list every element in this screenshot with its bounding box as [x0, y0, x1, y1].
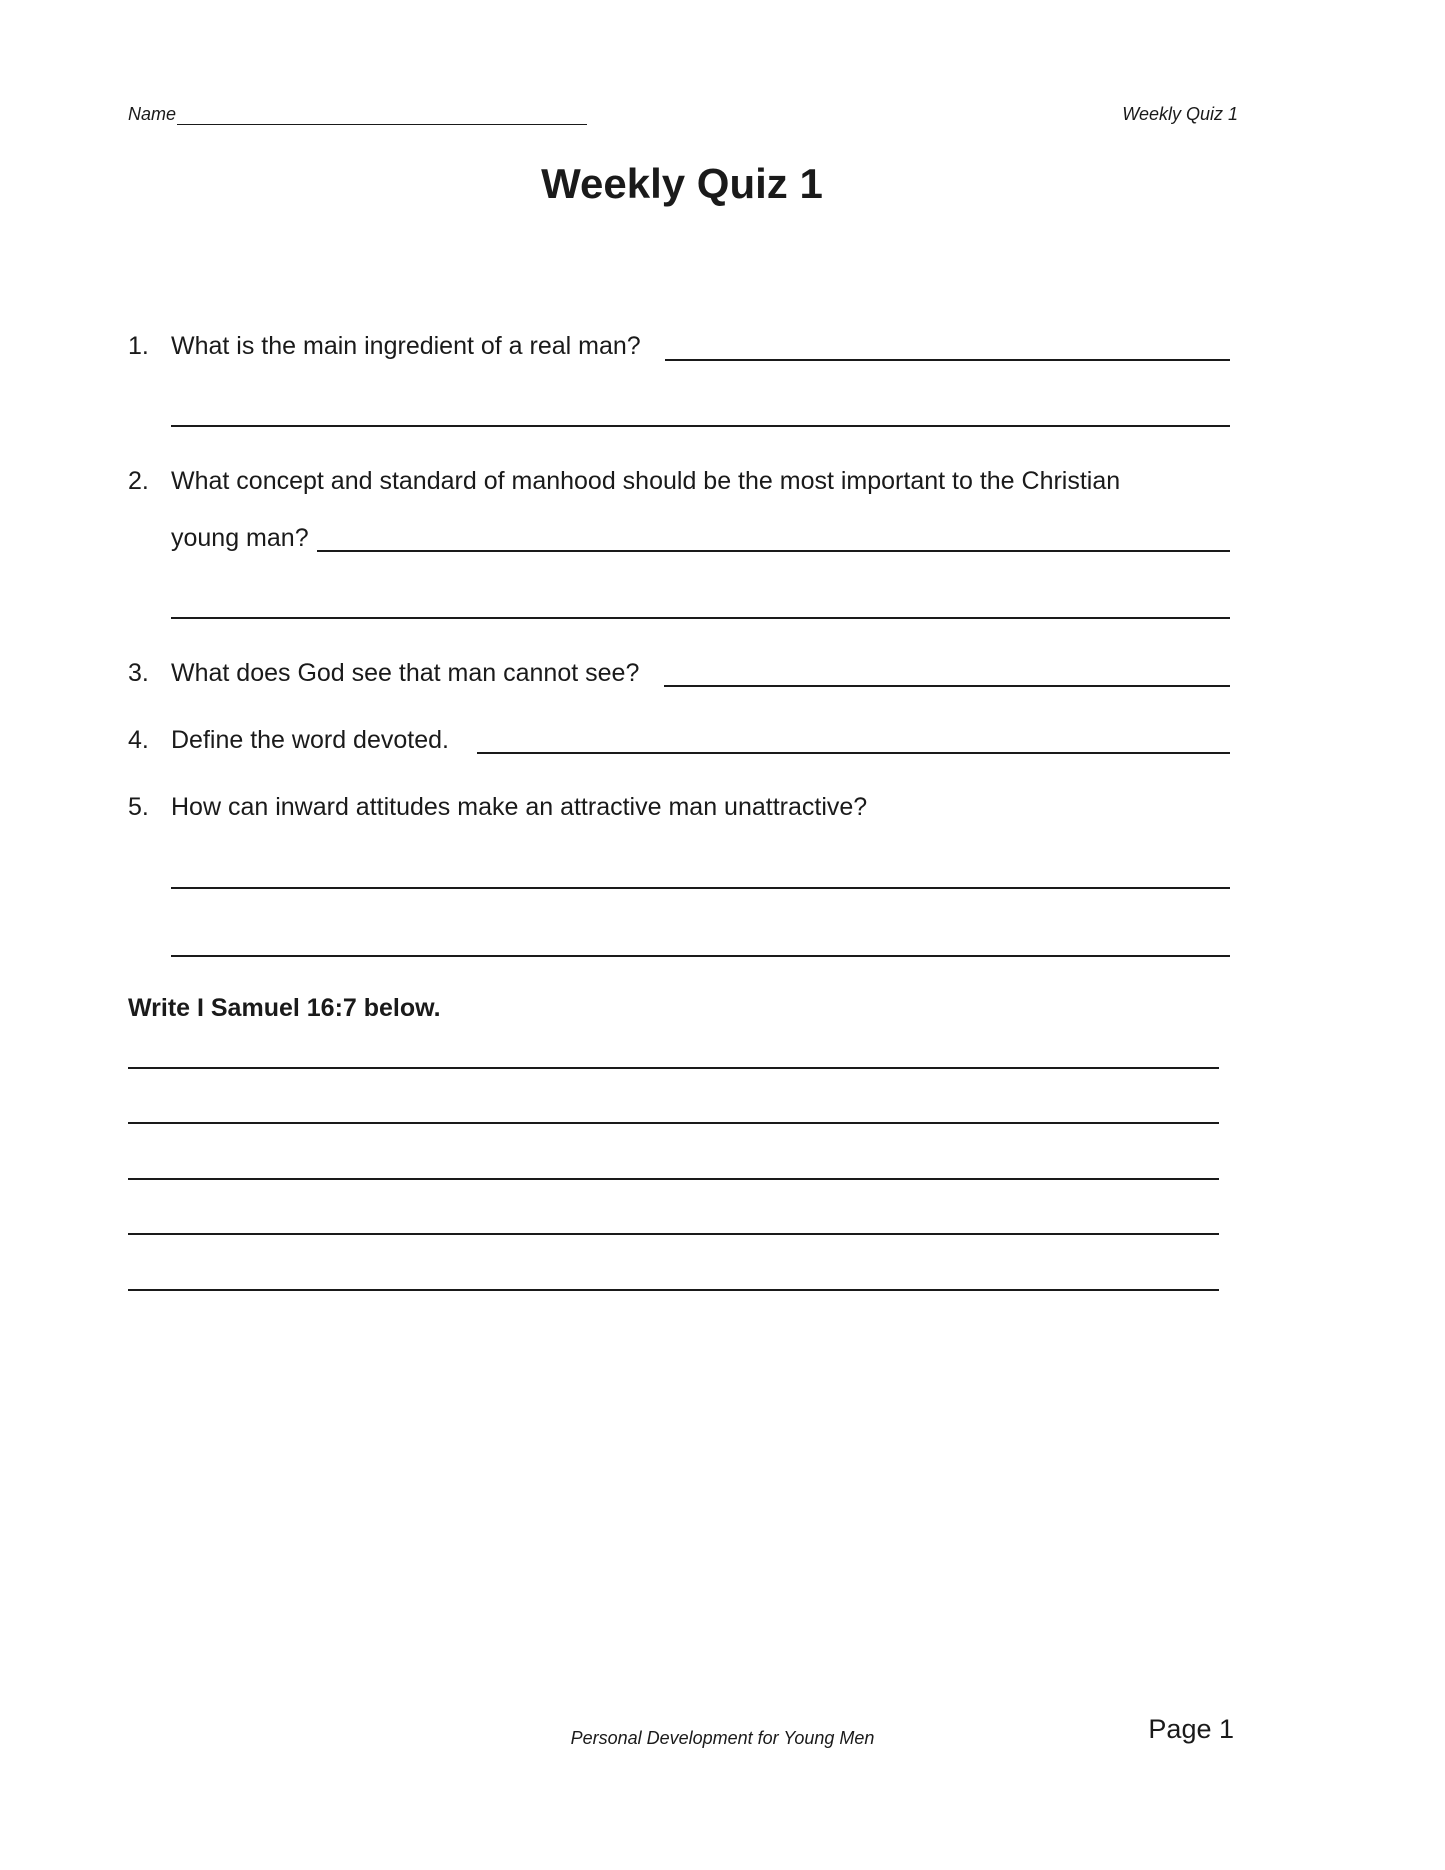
- scripture-line-5[interactable]: [128, 1289, 1219, 1291]
- question-1-number: 1.: [128, 332, 149, 360]
- question-2-text: What concept and standard of manhood should be the most important to the Christian: [171, 467, 1121, 495]
- question-2-number: 2.: [128, 467, 149, 495]
- name-field[interactable]: [128, 104, 587, 125]
- scripture-line-2[interactable]: [128, 1122, 1219, 1124]
- answer-5-line-1[interactable]: [171, 887, 1230, 889]
- footer-book-title: Personal Development for Young Men: [570, 1728, 875, 1748]
- question-3-text: What does God see that man cannot see?: [171, 659, 640, 687]
- scripture-line-4[interactable]: [128, 1233, 1219, 1235]
- answer-3-line[interactable]: [664, 685, 1230, 687]
- question-5-text: How can inward attitudes make an attractive man unattractive?: [171, 793, 868, 821]
- answer-5-line-2[interactable]: [171, 955, 1230, 957]
- answer-2-line-2[interactable]: [171, 617, 1230, 619]
- answer-1-line-2[interactable]: [171, 425, 1230, 427]
- question-4-number: 4.: [128, 726, 149, 754]
- scripture-prompt: Write I Samuel 16:7 below.: [128, 994, 441, 1022]
- question-3-number: 3.: [128, 659, 149, 687]
- answer-2-line-1[interactable]: [317, 550, 1230, 552]
- scripture-line-3[interactable]: [128, 1178, 1219, 1180]
- answer-1-line-1[interactable]: [665, 359, 1230, 361]
- scripture-line-1[interactable]: [128, 1067, 1219, 1069]
- page-title: Weekly Quiz 1: [541, 160, 823, 207]
- question-4-text: Define the word devoted.: [171, 726, 449, 754]
- question-5-number: 5.: [128, 793, 149, 821]
- question-1-text: What is the main ingredient of a real man?: [171, 332, 641, 360]
- header-quiz-label: Weekly Quiz 1: [1122, 104, 1238, 124]
- answer-4-line[interactable]: [477, 752, 1230, 754]
- page-number: Page 1: [1148, 1714, 1234, 1744]
- question-2-continuation: young man?: [171, 524, 309, 552]
- name-label: Name: [128, 104, 177, 124]
- name-blank-line[interactable]: [177, 106, 587, 125]
